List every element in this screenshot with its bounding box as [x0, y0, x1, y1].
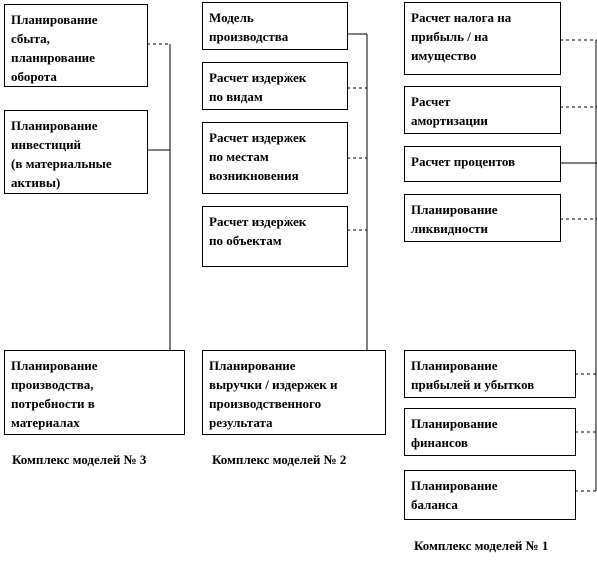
box-tax-calculation: Расчет налога на прибыль / на имущество: [404, 2, 561, 75]
box-depreciation: Расчет амортизации: [404, 86, 561, 134]
box-liquidity-planning: Планирование ликвидности: [404, 194, 561, 242]
box-profit-loss-planning: Планирование прибылей и убытков: [404, 350, 576, 398]
box-balance-planning: Планирование баланса: [404, 470, 576, 520]
box-cost-by-object: Расчет издержек по объектам: [202, 206, 348, 267]
box-cost-by-place: Расчет издержек по местам возникновения: [202, 122, 348, 194]
box-finance-planning: Планирование финансов: [404, 408, 576, 456]
box-revenue-planning: Планирование выручки / издержек и производственного результата: [202, 350, 386, 435]
caption-complex-3: Комплекс моделей № 3: [12, 452, 147, 467]
box-cost-by-type: Расчет издержек по видам: [202, 62, 348, 110]
box-sales-planning: Планирование сбыта, планирование оборота: [4, 4, 148, 87]
caption-complex-2: Комплекс моделей № 2: [212, 452, 347, 467]
caption-complex-1: Комплекс моделей № 1: [414, 538, 549, 553]
box-production-model: Модель производства: [202, 2, 348, 50]
box-investment-planning: Планирование инвестиций (в материальные активы): [4, 110, 148, 194]
box-production-planning: Планирование производства, потребности в материалах: [4, 350, 185, 435]
box-interest: Расчет процентов: [404, 146, 561, 182]
